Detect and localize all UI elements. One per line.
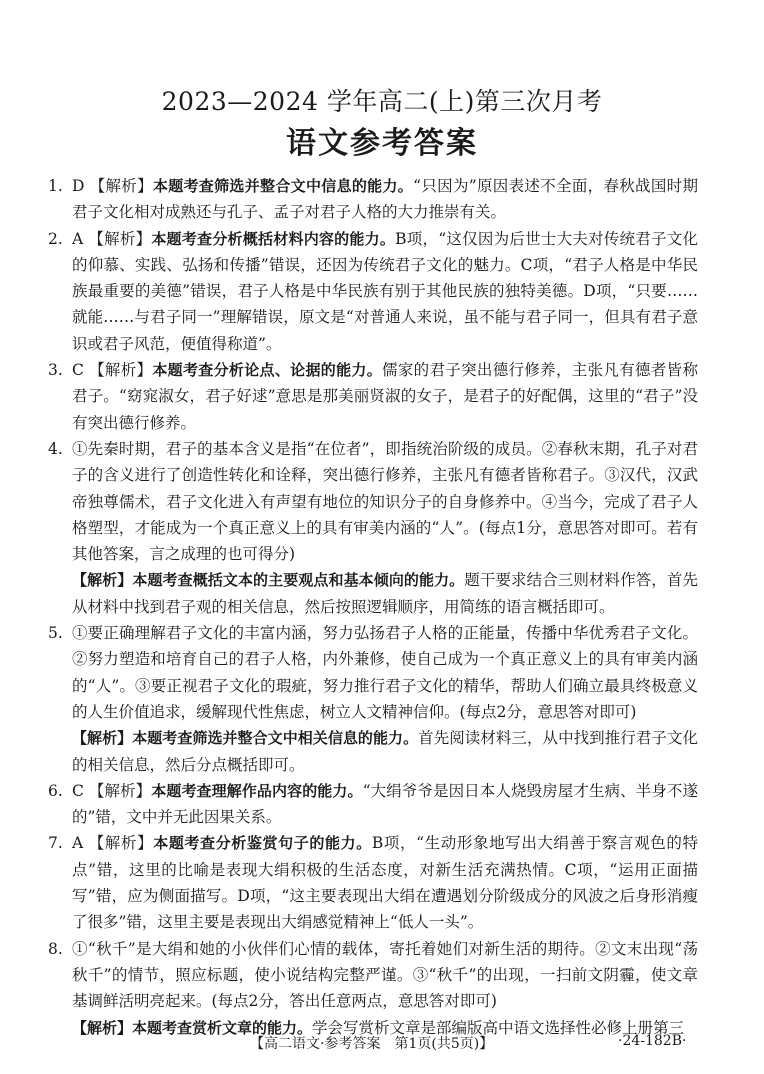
page-subtitle: 语文参考答案 <box>286 126 478 161</box>
answer-item-7 <box>48 830 698 935</box>
answer-item-1 <box>48 173 698 226</box>
answer-body <box>48 173 698 1041</box>
item-lead: 【解析】 <box>72 1018 133 1037</box>
item-lead: C 【解析】 <box>72 361 153 380</box>
item-number: 6. <box>48 781 63 800</box>
item-text: 儒家的君子突出德行修养，主张凡有德者皆称君子。“窈窕淑女，君子好逑”意思是那美丽贤淑的女子，是君子的好配偶，这里的“君子”没有突出德行修养。 <box>72 361 698 432</box>
item-text: 题干要求结合三则材料作答，首先从材料中找到君子观的相关信息，然后按照逻辑顺序，用简练的语言概括即可。 <box>72 571 698 616</box>
item-lead: D 【解析】 <box>72 177 153 195</box>
item-lead: C 【解析】 <box>72 781 152 800</box>
item-bold: 本题考查理解作品内容的能力。 <box>151 781 363 800</box>
item-number: 8. <box>48 939 63 958</box>
answer-item-4 <box>48 436 698 567</box>
item-bold: 本题考查筛选并整合文中信息的能力。 <box>152 177 414 195</box>
item-text: 学会写赏析文章是部编版高中语文选择性必修上册第三 <box>312 1018 685 1037</box>
item-number: 5. <box>48 624 63 643</box>
page-title: 2023—2024 学年高二(上)第三次月考 <box>161 87 603 116</box>
answer-item-8 <box>48 936 698 1015</box>
item-bold: 本题考查分析论点、论据的能力。 <box>152 361 383 380</box>
item-text: “只因为”原因表述不全面，春秋战国时期君子文化相对成熟还与孔子、孟子对君子人格的大力推崇有关。 <box>72 177 698 222</box>
item-text: 首先阅读材料三，从中找到推行君子文化的相关信息，然后分点概括即可。 <box>72 729 698 774</box>
item-text: ①先秦时期，君子的基本含义是指“在位者”，即指统治阶级的成员。②春秋末期，孔子对君子的含义进行了创造性转化和诠释，突出德行修养，主张凡有德者皆称君子。③汉代，汉武帝独尊儒术，君子文化进入有声望有地位的知识分子的自身修养中。④当今，完成了君子人格塑型，才能成为一个真正意义上的具有审美内涵的“人”。(每点1分，意思答对即可。若有其他答案，言之成理的也可得分) <box>72 439 698 564</box>
item-text: ①“秋千”是大绢和她的小伙伴们心情的载体，寄托着她们对新生活的期待。②文末出现“荡秋千”的情节，照应标题，使小说结构完整严谨。③“秋千”的出现，一扫前文阴霾，使文章基调鲜活明亮起来。(每点2分，答出任意两点，意思答对即可) <box>72 939 698 1011</box>
answer-item-3 <box>48 357 698 436</box>
item-lead: 【解析】 <box>72 571 133 590</box>
answer-item-5 <box>48 620 698 725</box>
item-text: B项，“这仅因为后世士大夫对传统君子文化的仰慕、实践、弘扬和传播”错误，还因为传统君子文化的魅力。C项，“君子人格是中华民族最重要的美德”错误，君子人格是中华民族有别于其他民族的独特美德。D项，“只要……就能……与君子同一”理解错误，原文是“对普通人来说，虽不能与君子同一，但具有君子意识或君子风范，便值得称道”。 <box>72 229 698 353</box>
item-number: 1. <box>48 177 63 195</box>
item-number: 4. <box>48 439 63 458</box>
analysis-4 <box>48 567 698 620</box>
answer-item-2 <box>48 226 698 357</box>
item-lead: A 【解析】 <box>72 834 154 853</box>
item-number: 3. <box>48 361 63 380</box>
item-text: “大绢爷爷是因日本人烧毁房屋才生病、半身不遂的”错，文中并无此因果关系。 <box>72 781 698 827</box>
item-bold: 本题考查分析鉴赏句子的能力。 <box>153 834 372 853</box>
item-bold: 本题考查概括文本的主要观点和基本倾向的能力。 <box>132 571 465 590</box>
answer-item-6 <box>48 778 698 831</box>
item-text: B项，“生动形象地写出大绢善于察言观色的特点”错，这里的比喻是表现大绢积极的生活态度，对新生活充满热情。C项，“运用正面描写”错，应为侧面描写。D项，“这主要表现出大绢在遭遇划分阶级成分的风波之后身形消瘦了很多”错，这里主要是表现出大绢感觉精神上“低人一头”。 <box>72 834 698 932</box>
footer-page-info: 【高二语文·参考答案 第1页(共5页)】 <box>250 1036 494 1052</box>
item-bold: 本题考查赏析文章的能力。 <box>132 1018 313 1037</box>
footer-code: ·24-182B· <box>618 1033 687 1049</box>
item-number: 2. <box>48 229 63 248</box>
analysis-5 <box>48 725 698 778</box>
item-lead: A 【解析】 <box>72 229 152 248</box>
item-number: 7. <box>48 834 63 853</box>
item-bold: 本题考查筛选并整合文中相关信息的能力。 <box>132 729 419 748</box>
item-lead: 【解析】 <box>72 729 133 748</box>
item-text: ①要正确理解君子文化的丰富内涵，努力弘扬君子人格的正能量，传播中华优秀君子文化。②努力塑造和培育自己的君子人格，内外兼修，使自己成为一个真正意义上的具有审美内涵的“人”。③要正视君子文化的瑕疵，努力推行君子文化的精华，帮助人们确立最具终极意义的人生价值追求，缓解现代性焦虑，树立人文精神信仰。(每点2分，意思答对即可) <box>72 624 698 721</box>
item-bold: 本题考查分析概括材料内容的能力。 <box>151 229 396 248</box>
